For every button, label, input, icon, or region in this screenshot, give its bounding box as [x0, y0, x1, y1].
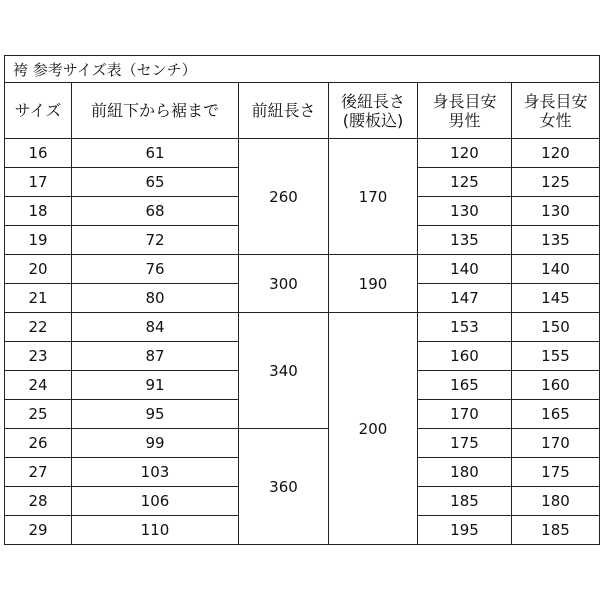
header-back-tie	[329, 83, 418, 139]
cell-front-length: 80	[72, 284, 239, 313]
cell-height-male: 153	[418, 313, 512, 342]
cell-size: 21	[5, 284, 72, 313]
cell-height-male: 180	[418, 458, 512, 487]
cell-size: 16	[5, 139, 72, 168]
cell-height-male: 170	[418, 400, 512, 429]
header-height-female-line1: 身長目安	[523, 91, 588, 111]
cell-height-male: 125	[418, 168, 512, 197]
cell-front-length: 87	[72, 342, 239, 371]
cell-size: 18	[5, 197, 72, 226]
cell-height-female: 165	[512, 400, 600, 429]
cell-front-tie: 360	[239, 429, 329, 545]
cell-front-length: 84	[72, 313, 239, 342]
cell-height-male: 195	[418, 516, 512, 545]
cell-front-length: 110	[72, 516, 239, 545]
cell-back-tie: 170	[329, 139, 418, 255]
cell-front-tie: 340	[239, 313, 329, 429]
cell-front-length: 61	[72, 139, 239, 168]
header-back-tie-line1: 後紐長さ	[340, 91, 405, 111]
header-front-length: 前紐下から裾まで	[72, 83, 239, 139]
cell-height-male: 120	[418, 139, 512, 168]
cell-height-male: 147	[418, 284, 512, 313]
header-height-female	[512, 83, 600, 139]
cell-height-female: 125	[512, 168, 600, 197]
table-title: 袴 参考サイズ表（センチ）	[5, 56, 600, 83]
cell-size: 17	[5, 168, 72, 197]
cell-back-tie: 200	[329, 313, 418, 545]
cell-size: 22	[5, 313, 72, 342]
cell-height-female: 150	[512, 313, 600, 342]
cell-height-male: 185	[418, 487, 512, 516]
header-back-tie-line2: (腰板込)	[342, 110, 404, 130]
cell-size: 28	[5, 487, 72, 516]
cell-size: 23	[5, 342, 72, 371]
cell-height-female: 185	[512, 516, 600, 545]
cell-height-female: 155	[512, 342, 600, 371]
cell-height-female: 170	[512, 429, 600, 458]
cell-height-male: 140	[418, 255, 512, 284]
header-height-male-line1: 身長目安	[432, 91, 497, 111]
cell-front-length: 99	[72, 429, 239, 458]
cell-front-length: 95	[72, 400, 239, 429]
header-row	[5, 83, 600, 139]
cell-size: 27	[5, 458, 72, 487]
table-row	[5, 139, 600, 168]
header-front-tie: 前紐長さ	[239, 83, 329, 139]
cell-height-male: 135	[418, 226, 512, 255]
cell-size: 26	[5, 429, 72, 458]
header-height-female-line2: 女性	[539, 110, 572, 130]
cell-size: 20	[5, 255, 72, 284]
cell-front-length: 65	[72, 168, 239, 197]
header-height-male-line2: 男性	[448, 110, 481, 130]
cell-height-female: 175	[512, 458, 600, 487]
cell-height-female: 120	[512, 139, 600, 168]
cell-front-length: 72	[72, 226, 239, 255]
cell-height-male: 165	[418, 371, 512, 400]
cell-front-length: 91	[72, 371, 239, 400]
cell-front-length: 76	[72, 255, 239, 284]
cell-size: 25	[5, 400, 72, 429]
cell-height-female: 180	[512, 487, 600, 516]
header-height-male	[418, 83, 512, 139]
table-row	[5, 313, 600, 342]
cell-height-female: 130	[512, 197, 600, 226]
header-size: サイズ	[5, 83, 72, 139]
cell-height-male: 160	[418, 342, 512, 371]
cell-size: 19	[5, 226, 72, 255]
cell-height-male: 175	[418, 429, 512, 458]
cell-height-female: 160	[512, 371, 600, 400]
table-row	[5, 255, 600, 284]
cell-size: 29	[5, 516, 72, 545]
cell-back-tie: 190	[329, 255, 418, 313]
cell-front-length: 103	[72, 458, 239, 487]
title-row	[5, 56, 600, 83]
cell-front-tie: 300	[239, 255, 329, 313]
cell-height-female: 140	[512, 255, 600, 284]
cell-height-female: 145	[512, 284, 600, 313]
cell-front-length: 106	[72, 487, 239, 516]
cell-size: 24	[5, 371, 72, 400]
cell-front-length: 68	[72, 197, 239, 226]
cell-height-male: 130	[418, 197, 512, 226]
cell-height-female: 135	[512, 226, 600, 255]
cell-front-tie: 260	[239, 139, 329, 255]
hakama-size-table	[4, 55, 600, 545]
table-row	[5, 429, 600, 458]
